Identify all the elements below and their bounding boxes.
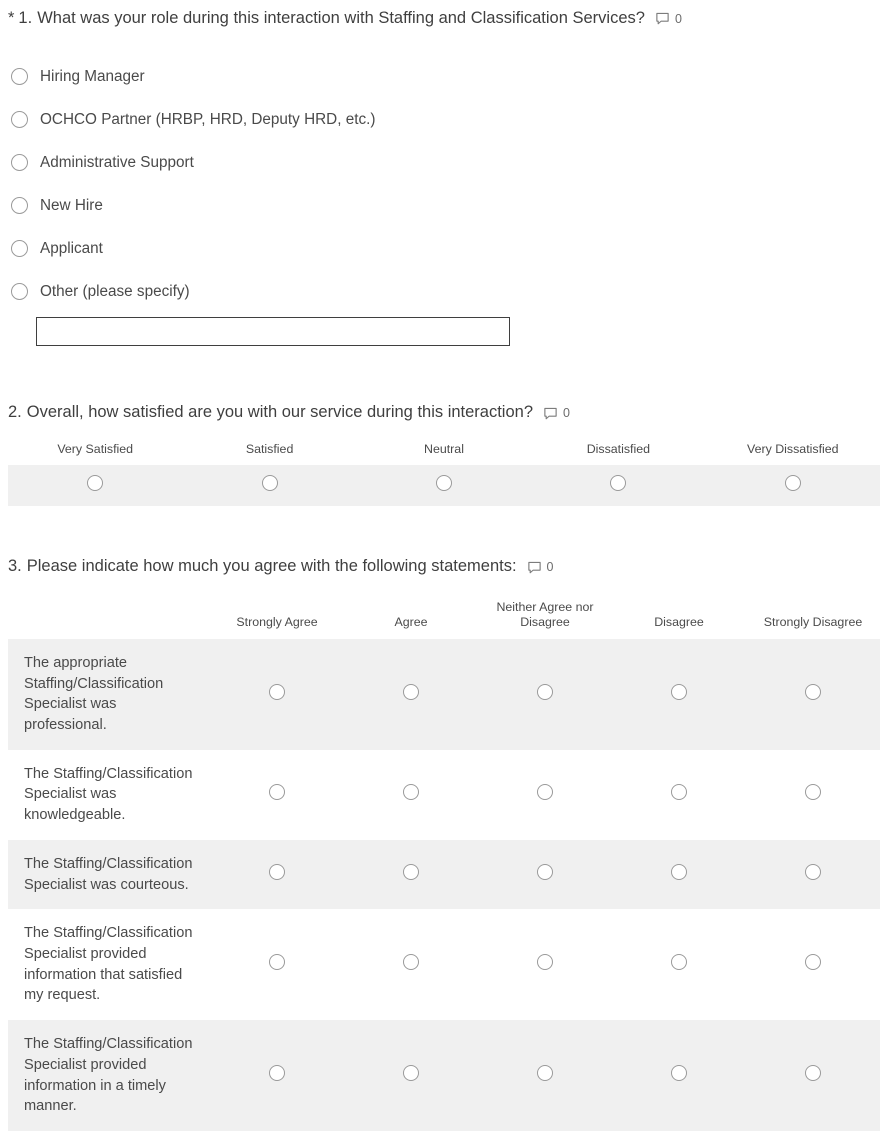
radio-icon[interactable] — [403, 784, 419, 800]
radio-icon[interactable] — [11, 111, 28, 128]
radio-cell-disagree[interactable] — [612, 639, 746, 750]
radio-icon[interactable] — [805, 864, 821, 880]
row-label: The Staffing/Classification Specialist provided information in a timely manner. — [8, 1020, 210, 1131]
question-1-options — [8, 55, 888, 346]
radio-icon[interactable] — [269, 864, 285, 880]
radio-icon[interactable] — [805, 784, 821, 800]
radio-cell-strongly-agree[interactable] — [210, 639, 344, 750]
radio-icon[interactable] — [537, 684, 553, 700]
radio-cell-neither[interactable] — [478, 909, 612, 1020]
radio-cell-neither[interactable] — [478, 639, 612, 750]
radio-cell-agree[interactable] — [344, 750, 478, 840]
radio-icon[interactable] — [87, 475, 103, 491]
question-1-text: What was your role during this interaction with Staffing and Classification Services? — [37, 9, 645, 27]
matrix-header-row — [8, 438, 880, 466]
comment-icon[interactable] — [527, 560, 542, 575]
radio-cell-dissatisfied[interactable] — [531, 465, 705, 506]
question-3-comment-count: 0 — [546, 559, 554, 574]
radio-icon[interactable] — [403, 684, 419, 700]
radio-icon[interactable] — [269, 954, 285, 970]
matrix-row — [8, 1020, 880, 1131]
radio-icon[interactable] — [269, 784, 285, 800]
matrix-row — [8, 750, 880, 840]
radio-cell-strongly-agree[interactable] — [210, 840, 344, 909]
radio-icon[interactable] — [403, 954, 419, 970]
row-label: The Staffing/Classification Specialist was knowledgeable. — [24, 765, 193, 824]
option-hiring-manager[interactable] — [8, 55, 888, 98]
radio-icon[interactable] — [262, 475, 278, 491]
corner-cell — [8, 596, 210, 639]
question-3-text: Please indicate how much you agree with the following statements: — [26, 557, 517, 576]
radio-cell-strongly-disagree[interactable] — [746, 639, 880, 750]
question-1-comment-count: 0 — [674, 11, 682, 26]
question-1-header — [8, 8, 888, 29]
radio-icon[interactable] — [11, 68, 28, 85]
radio-icon[interactable] — [11, 197, 28, 214]
matrix-row — [8, 639, 880, 750]
radio-cell-strongly-agree[interactable] — [210, 750, 344, 840]
radio-icon[interactable] — [805, 684, 821, 700]
question-3-header — [8, 556, 888, 577]
column-header: Neutral — [424, 441, 464, 456]
column-header: Very Satisfied — [57, 441, 134, 456]
radio-icon[interactable] — [403, 864, 419, 880]
radio-cell-disagree[interactable] — [612, 750, 746, 840]
radio-cell-agree[interactable] — [344, 639, 478, 750]
radio-icon[interactable] — [11, 283, 28, 300]
radio-icon[interactable] — [671, 864, 687, 880]
column-header: Strongly Agree — [236, 615, 318, 630]
option-applicant[interactable] — [8, 227, 888, 270]
radio-icon[interactable] — [269, 1065, 285, 1081]
radio-cell-disagree[interactable] — [612, 1020, 746, 1131]
option-other[interactable] — [8, 270, 888, 313]
radio-cell-satisfied[interactable] — [182, 465, 356, 506]
radio-icon[interactable] — [11, 240, 28, 257]
option-label: New Hire — [40, 196, 103, 214]
radio-icon[interactable] — [537, 1065, 553, 1081]
question-3-number: 3. — [8, 557, 22, 576]
required-asterisk: * — [8, 9, 15, 27]
radio-icon[interactable] — [671, 954, 687, 970]
option-label: Administrative Support — [40, 153, 194, 171]
column-header: Disagree — [654, 615, 704, 630]
question-2-comment-count: 0 — [563, 406, 570, 421]
column-header: Dissatisfied — [586, 441, 651, 456]
radio-icon[interactable] — [671, 1065, 687, 1081]
matrix-row — [8, 909, 880, 1020]
other-specify-input[interactable] — [36, 317, 510, 346]
row-label: The appropriate Staffing/Classification Specialist was professional. — [8, 639, 210, 750]
radio-icon[interactable] — [11, 154, 28, 171]
radio-cell-agree[interactable] — [344, 1020, 478, 1131]
radio-icon[interactable] — [537, 784, 553, 800]
question-1 — [0, 0, 888, 346]
radio-cell-very-satisfied[interactable] — [8, 465, 182, 506]
radio-icon[interactable] — [537, 864, 553, 880]
radio-icon[interactable] — [610, 475, 626, 491]
radio-icon[interactable] — [671, 684, 687, 700]
radio-cell-very-dissatisfied[interactable] — [706, 465, 880, 506]
column-header: Very Dissatisfied — [746, 441, 839, 456]
matrix-row — [8, 465, 880, 506]
radio-cell-neither[interactable] — [478, 1020, 612, 1131]
radio-icon[interactable] — [671, 784, 687, 800]
radio-icon[interactable] — [436, 475, 452, 491]
radio-cell-agree[interactable] — [344, 840, 478, 909]
row-label: The Staffing/Classification Specialist was courteous. — [8, 840, 210, 909]
radio-cell-neutral[interactable] — [357, 465, 531, 506]
radio-cell-disagree[interactable] — [612, 840, 746, 909]
question-2-matrix — [8, 438, 880, 507]
comment-icon[interactable] — [655, 11, 670, 26]
radio-cell-strongly-disagree[interactable] — [746, 1020, 880, 1131]
option-label: Applicant — [40, 239, 103, 257]
radio-cell-strongly-disagree[interactable] — [746, 750, 880, 840]
option-ochco-partner[interactable] — [8, 98, 888, 141]
question-3 — [0, 556, 888, 1131]
column-header: Neither Agree nor Disagree — [496, 599, 594, 630]
question-2-number: 2. — [8, 403, 22, 422]
column-header: Strongly Disagree — [763, 615, 863, 630]
question-2-header — [8, 402, 888, 423]
radio-icon[interactable] — [269, 684, 285, 700]
column-header: Agree — [394, 615, 428, 630]
other-input-container — [8, 317, 888, 346]
radio-icon[interactable] — [805, 954, 821, 970]
question-1-number: 1. — [18, 9, 33, 27]
column-header: Satisfied — [245, 441, 294, 456]
option-administrative-support[interactable] — [8, 141, 888, 184]
radio-cell-strongly-agree[interactable] — [210, 909, 344, 1020]
option-label: OCHCO Partner (HRBP, HRD, Deputy HRD, etc.) — [40, 110, 376, 128]
option-new-hire[interactable] — [8, 184, 888, 227]
matrix-row — [8, 840, 880, 909]
row-label: The Staffing/Classification Specialist provided information that satisfied my request. — [24, 925, 193, 1004]
question-2-text: Overall, how satisfied are you with our service during this interaction? — [26, 403, 534, 422]
option-label: Hiring Manager — [40, 67, 145, 85]
radio-icon[interactable] — [537, 954, 553, 970]
radio-icon[interactable] — [403, 1065, 419, 1081]
radio-cell-strongly-agree[interactable] — [210, 1020, 344, 1131]
question-2 — [0, 402, 888, 506]
radio-cell-agree[interactable] — [344, 909, 478, 1020]
question-3-matrix — [8, 596, 880, 1131]
radio-cell-neither[interactable] — [478, 840, 612, 909]
matrix-header-row — [8, 596, 880, 639]
radio-cell-disagree[interactable] — [612, 909, 746, 1020]
radio-icon[interactable] — [785, 475, 801, 491]
radio-cell-strongly-disagree[interactable] — [746, 909, 880, 1020]
radio-cell-strongly-disagree[interactable] — [746, 840, 880, 909]
comment-icon[interactable] — [543, 406, 558, 421]
radio-icon[interactable] — [805, 1065, 821, 1081]
radio-cell-neither[interactable] — [478, 750, 612, 840]
option-label: Other (please specify) — [40, 282, 190, 300]
